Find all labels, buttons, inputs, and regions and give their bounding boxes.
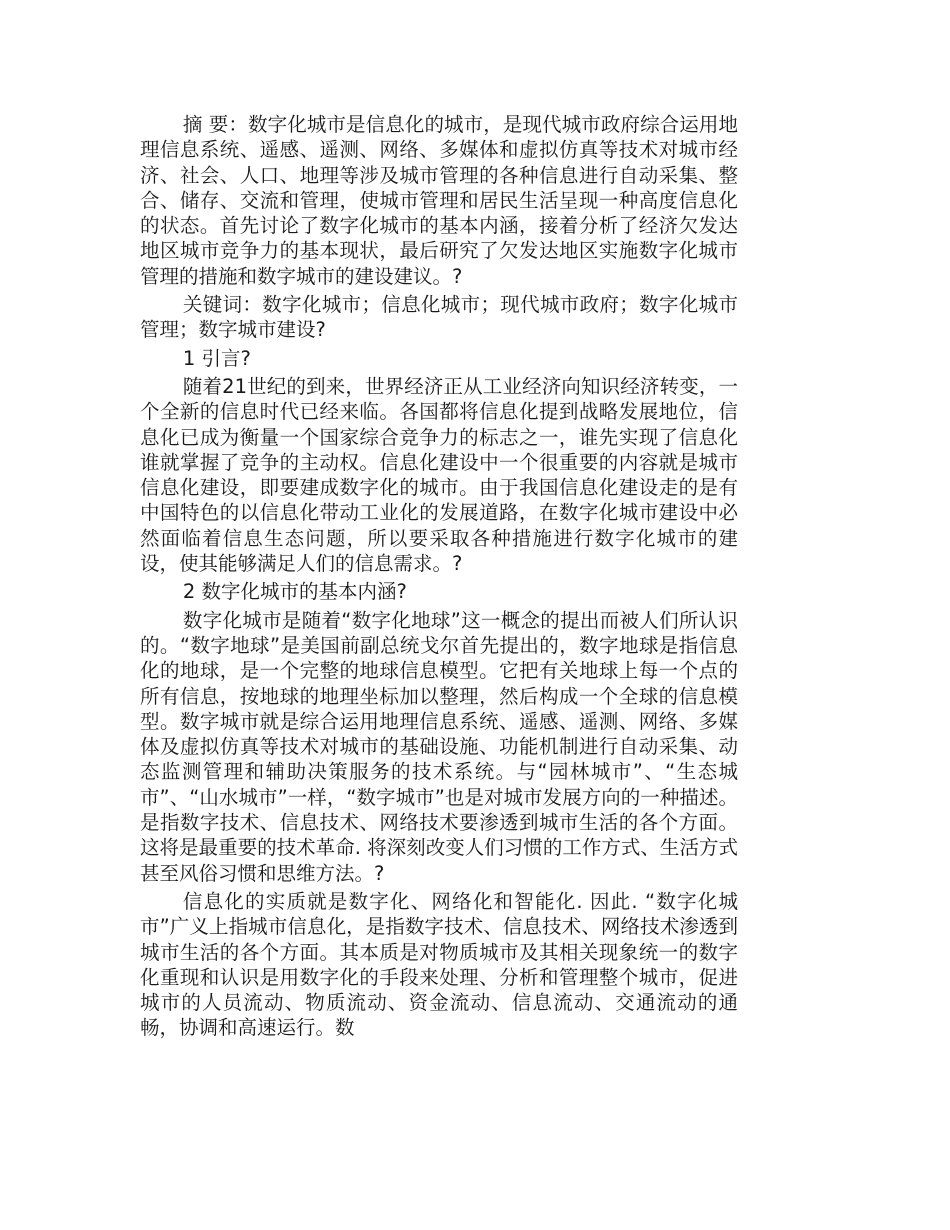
section-1-paragraph: 随着21世纪的到来，世界经济正从工业经济向知识经济转变，一个全新的信息时代已经来临。各国都将信息化提到战略发展地位，信息化已成为衡量一个国家综合竞争力的标志之一，谁先实现了信息化谁就掌握了竞争的主动权。信息化建设中一个很重要的内容就是城市信息化建设，即要建成数字化的城市。由于我国信息化建设走的是有中国特色的以信息化带动工业化的发展道路，在数字化城市建设中必然面临着信息生态问题，所以要采取各种措施进行数字化城市的建设，使其能够满足人们的信息需求。? <box>140 374 738 576</box>
section-2-heading: 2 数字化城市的基本内涵? <box>182 580 407 604</box>
section-1-heading: 1 引言? <box>182 346 251 370</box>
abstract-paragraph: 摘 要：数字化城市是信息化的城市，是现代城市政府综合运用地理信息系统、遥感、遥测、网络、多媒体和虚拟仿真等技术对城市经济、社会、人口、地理等涉及城市管理的各种信息进行自动采集、整合、储存、交流和管理，使城市管理和居民生活呈现一种高度信息化的状态。首先讨论了数字化城市的基本内涵，接着分析了经济欠发达地区城市竞争力的基本现状，最后研究了欠发达地区实施数字化城市管理的措施和数字城市的建设建议。? <box>140 113 738 288</box>
section-2-paragraph-2: 信息化的实质就是数字化、网络化和智能化. 因此. “数字化城市”广义上指城市信息化，是指数字技术、信息技术、网络技术渗透到城市生活的各个方面。其本质是对物质城市及其相关现象统一的数字化重现和认识是用数字化的手段来处理、分析和管理整个城市，促进城市的人员流动、物质流动、资金流动、信息流动、交通流动的通畅，协调和高速运行。数 <box>140 889 738 1040</box>
keywords-paragraph: 关键词：数字化城市；信息化城市；现代城市政府；数字化城市管理；数字城市建设? <box>140 293 738 342</box>
section-2-paragraph-1: 数字化城市是随着“数字化地球”这一概念的提出而被人们所认识的。“数字地球”是美国前副总统戈尔首先提出的，数字地球是指信息化的地球，是一个完整的地球信息模型。它把有关地球上每一个点的所有信息，按地球的地理坐标加以整理，然后构成一个全球的信息模型。数字城市就是综合运用地理信息系统、遥感、遥测、网络、多媒体及虚拟仿真等技术对城市的基础设施、功能机制进行自动采集、动态监测管理和辅助决策服务的技术系统。与“园林城市”、“生态城市”、“山水城市”一样，“数字城市”也是对城市发展方向的一种描述。是指数字技术、信息技术、网络技术要渗透到城市生活的各个方面。这将是最重要的技术革命. 将深刻改变人们习惯的工作方式、生活方式甚至风俗习惯和思维方法。? <box>140 608 738 885</box>
document-page <box>140 112 738 1044</box>
